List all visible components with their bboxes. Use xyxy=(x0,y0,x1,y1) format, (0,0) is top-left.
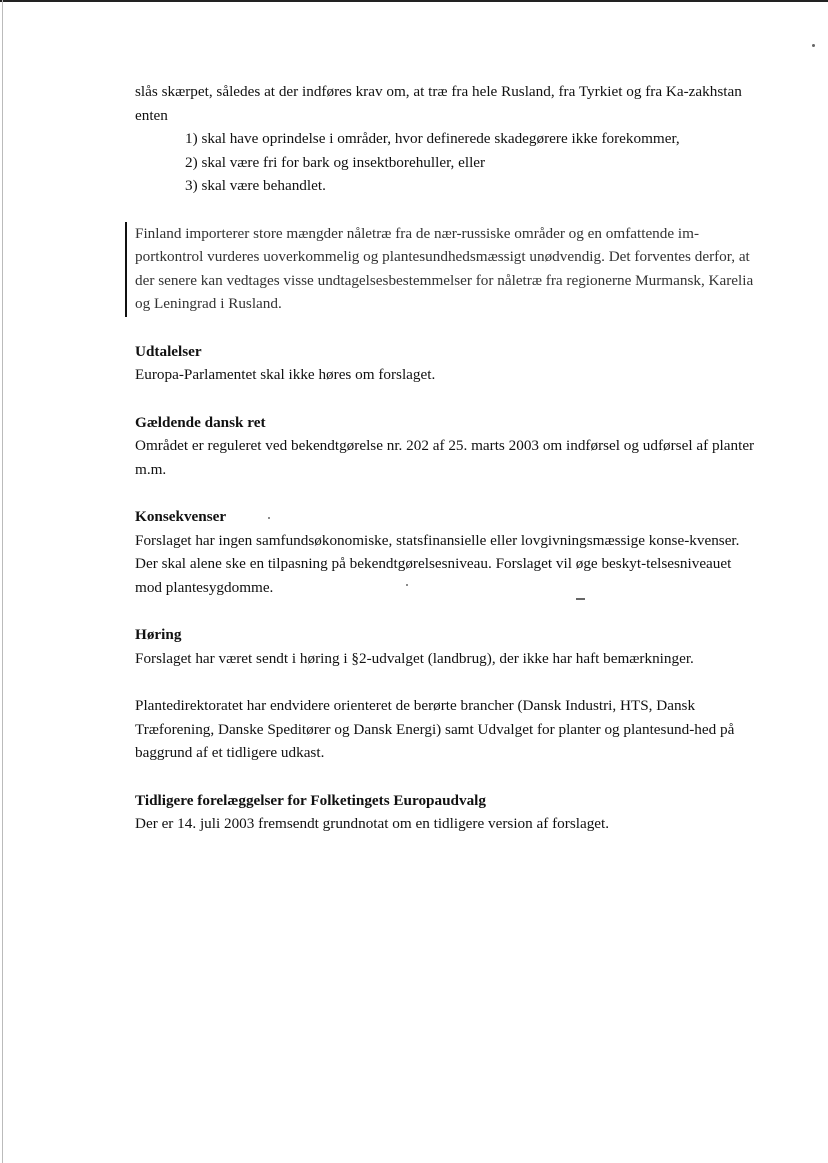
section-heading-konsekvenser: Konsekvenser xyxy=(135,508,227,525)
list-item: 1) skal have oprindelse i områder, hvor definerede skadegørere ikke forekommer, xyxy=(185,130,680,147)
section-paragraph: Området er reguleret ved bekendtgørelse nr. 202 af 25. marts 2003 om indførsel og udførsel af planter m.m. xyxy=(135,437,755,478)
scan-speck xyxy=(812,44,815,47)
document-body xyxy=(135,80,760,836)
requirements-list xyxy=(135,127,760,198)
section-heading-udtalelser: Udtalelser xyxy=(135,342,202,360)
section-paragraph: Forslaget har været sendt i høring i §2-udvalget (landbrug), der ikke har haft bemærkninger. xyxy=(135,649,694,667)
section-heading-horing: Høring xyxy=(135,626,182,643)
page-left-edge xyxy=(2,0,3,1163)
intro-paragraph: slås skærpet, således at der indføres krav om, at træ fra hele Rusland, fra Tyrkiet og fra Ka-zakhstan enten xyxy=(135,83,742,124)
section-heading-tidligere-forelaeggelser: Tidligere forelæggelser for Folketingets Europaudvalg xyxy=(135,791,486,809)
list-item: 3) skal være behandlet. xyxy=(185,177,326,194)
finland-paragraph: Finland importerer store mængder nåletræ fra de nær-russiske områder og en omfattende im-portkontrol vurderes uoverkommelig og plantesundhedsmæssigt unødvendig. Det forventes derfor, at der senere kan vedtages visse undtagelsesbestemmelser for nåletræ fra regionerne Murmansk, Karelia og Leningrad i Rusland. xyxy=(135,224,754,312)
section-paragraph: Plantedirektoratet har endvidere orienteret de berørte brancher (Dansk Industri, HTS, Dansk Træforening, Danske Speditører og Dansk Energi) samt Udvalget for planter og plantesund-hed på baggrund af et tidligere udkast. xyxy=(135,697,735,761)
section-paragraph: Europa-Parlamentet skal ikke høres om forslaget. xyxy=(135,366,436,383)
section-heading-gaeldende-dansk-ret: Gældende dansk ret xyxy=(135,413,266,431)
change-bar xyxy=(125,222,127,317)
page-top-border xyxy=(0,0,828,2)
section-paragraph: Forslaget har ingen samfundsøkonomiske, statsfinansielle eller lovgivningsmæssige konse-kvenser. Der skal alene ske en tilpasning på bekendtgørelsesniveau. Forslaget vil øge beskyt-telsesniveauet mod plantesygdomme. xyxy=(135,531,740,596)
section-paragraph: Der er 14. juli 2003 fremsendt grundnotat om en tidligere version af forslaget. xyxy=(135,815,610,832)
list-item: 2) skal være fri for bark og insektborehuller, eller xyxy=(185,153,486,171)
